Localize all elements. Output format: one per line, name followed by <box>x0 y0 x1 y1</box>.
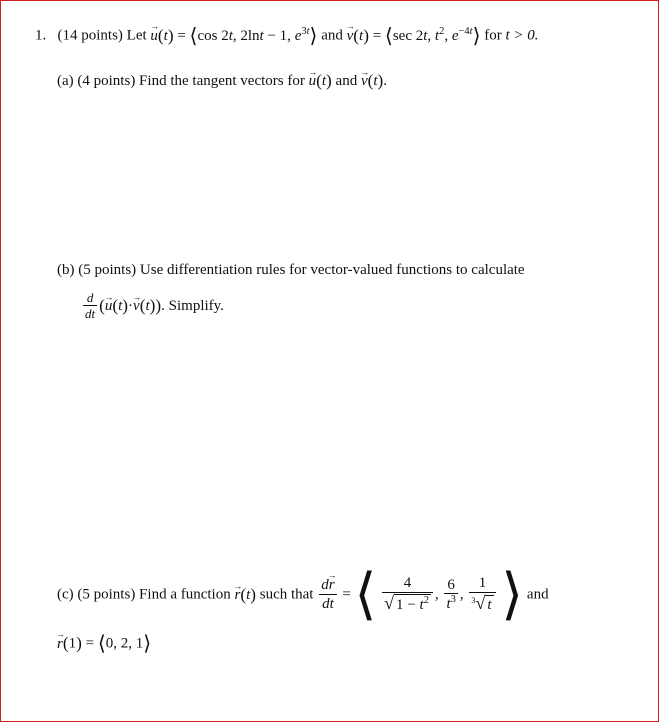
part-c-and: and <box>526 586 549 603</box>
problem-number: 1. <box>35 27 47 44</box>
derivative-operator: $\frac{d}{dt}$ <box>85 290 96 322</box>
part-b <box>57 262 525 279</box>
condition-label: for <box>484 27 502 44</box>
condition-expression: t > 0. <box>505 27 539 44</box>
fraction-6: $\frac{6}{t^3}$ <box>446 576 456 613</box>
initial-condition: → r(1) = ⟨0, 2, 1⟩ <box>57 631 151 656</box>
v-definition: → v(t) = ⟨sec 2t, $t^2$, $e^{-4t}⟩$ <box>347 28 485 44</box>
part-a-end: . <box>383 73 388 90</box>
part-c-label: (c) (5 points) Find a function <box>57 586 231 603</box>
part-b-label: (b) (5 points) Use differentiation rules for vector-valued functions to calculate <box>57 262 525 278</box>
fraction-4: $\frac{4}{√ 1 - t^2}$ <box>382 575 433 614</box>
problem-statement <box>35 23 539 48</box>
fraction-1: $\frac{1}{^3√ t}$ <box>469 575 495 614</box>
simplify-text: . Simplify. <box>161 297 224 314</box>
part-a-and: and <box>335 73 358 90</box>
part-a <box>57 71 387 91</box>
such-that: such that <box>259 586 314 603</box>
right-angle: ⟩ <box>501 564 524 626</box>
connector-and: and <box>321 27 343 44</box>
left-angle: ⟨ <box>354 564 377 626</box>
part-a-label: (a) (4 points) Find the tangent vectors for <box>57 73 305 90</box>
v-of-t: → v(t) <box>361 73 383 89</box>
r-of-t: → r(t) <box>234 587 256 603</box>
problem-points: (14 points) Let <box>57 27 147 44</box>
part-b-expression: $\frac{d}{dt}$ (→ u(t)·→ v(t)). Simplify. <box>81 291 224 322</box>
part-c: (c) (5 points) Find a function → r(t) such that $\frac{d\to r}{dt}$ = ⟨ $\frac{4}{√ 1 - t^2}$ , $\frac{6}{t^3}$ , $\frac{1}{^3√ t}$ ⟩ and <box>57 567 549 623</box>
dr-dt: $\frac{d\to r}{dt}$ <box>319 577 336 613</box>
u-definition: → u(t) = ⟨cos 2t, 2lnt − 1, $e^{3t}⟩$ <box>150 28 321 44</box>
u-of-t: → u(t) <box>309 73 332 89</box>
